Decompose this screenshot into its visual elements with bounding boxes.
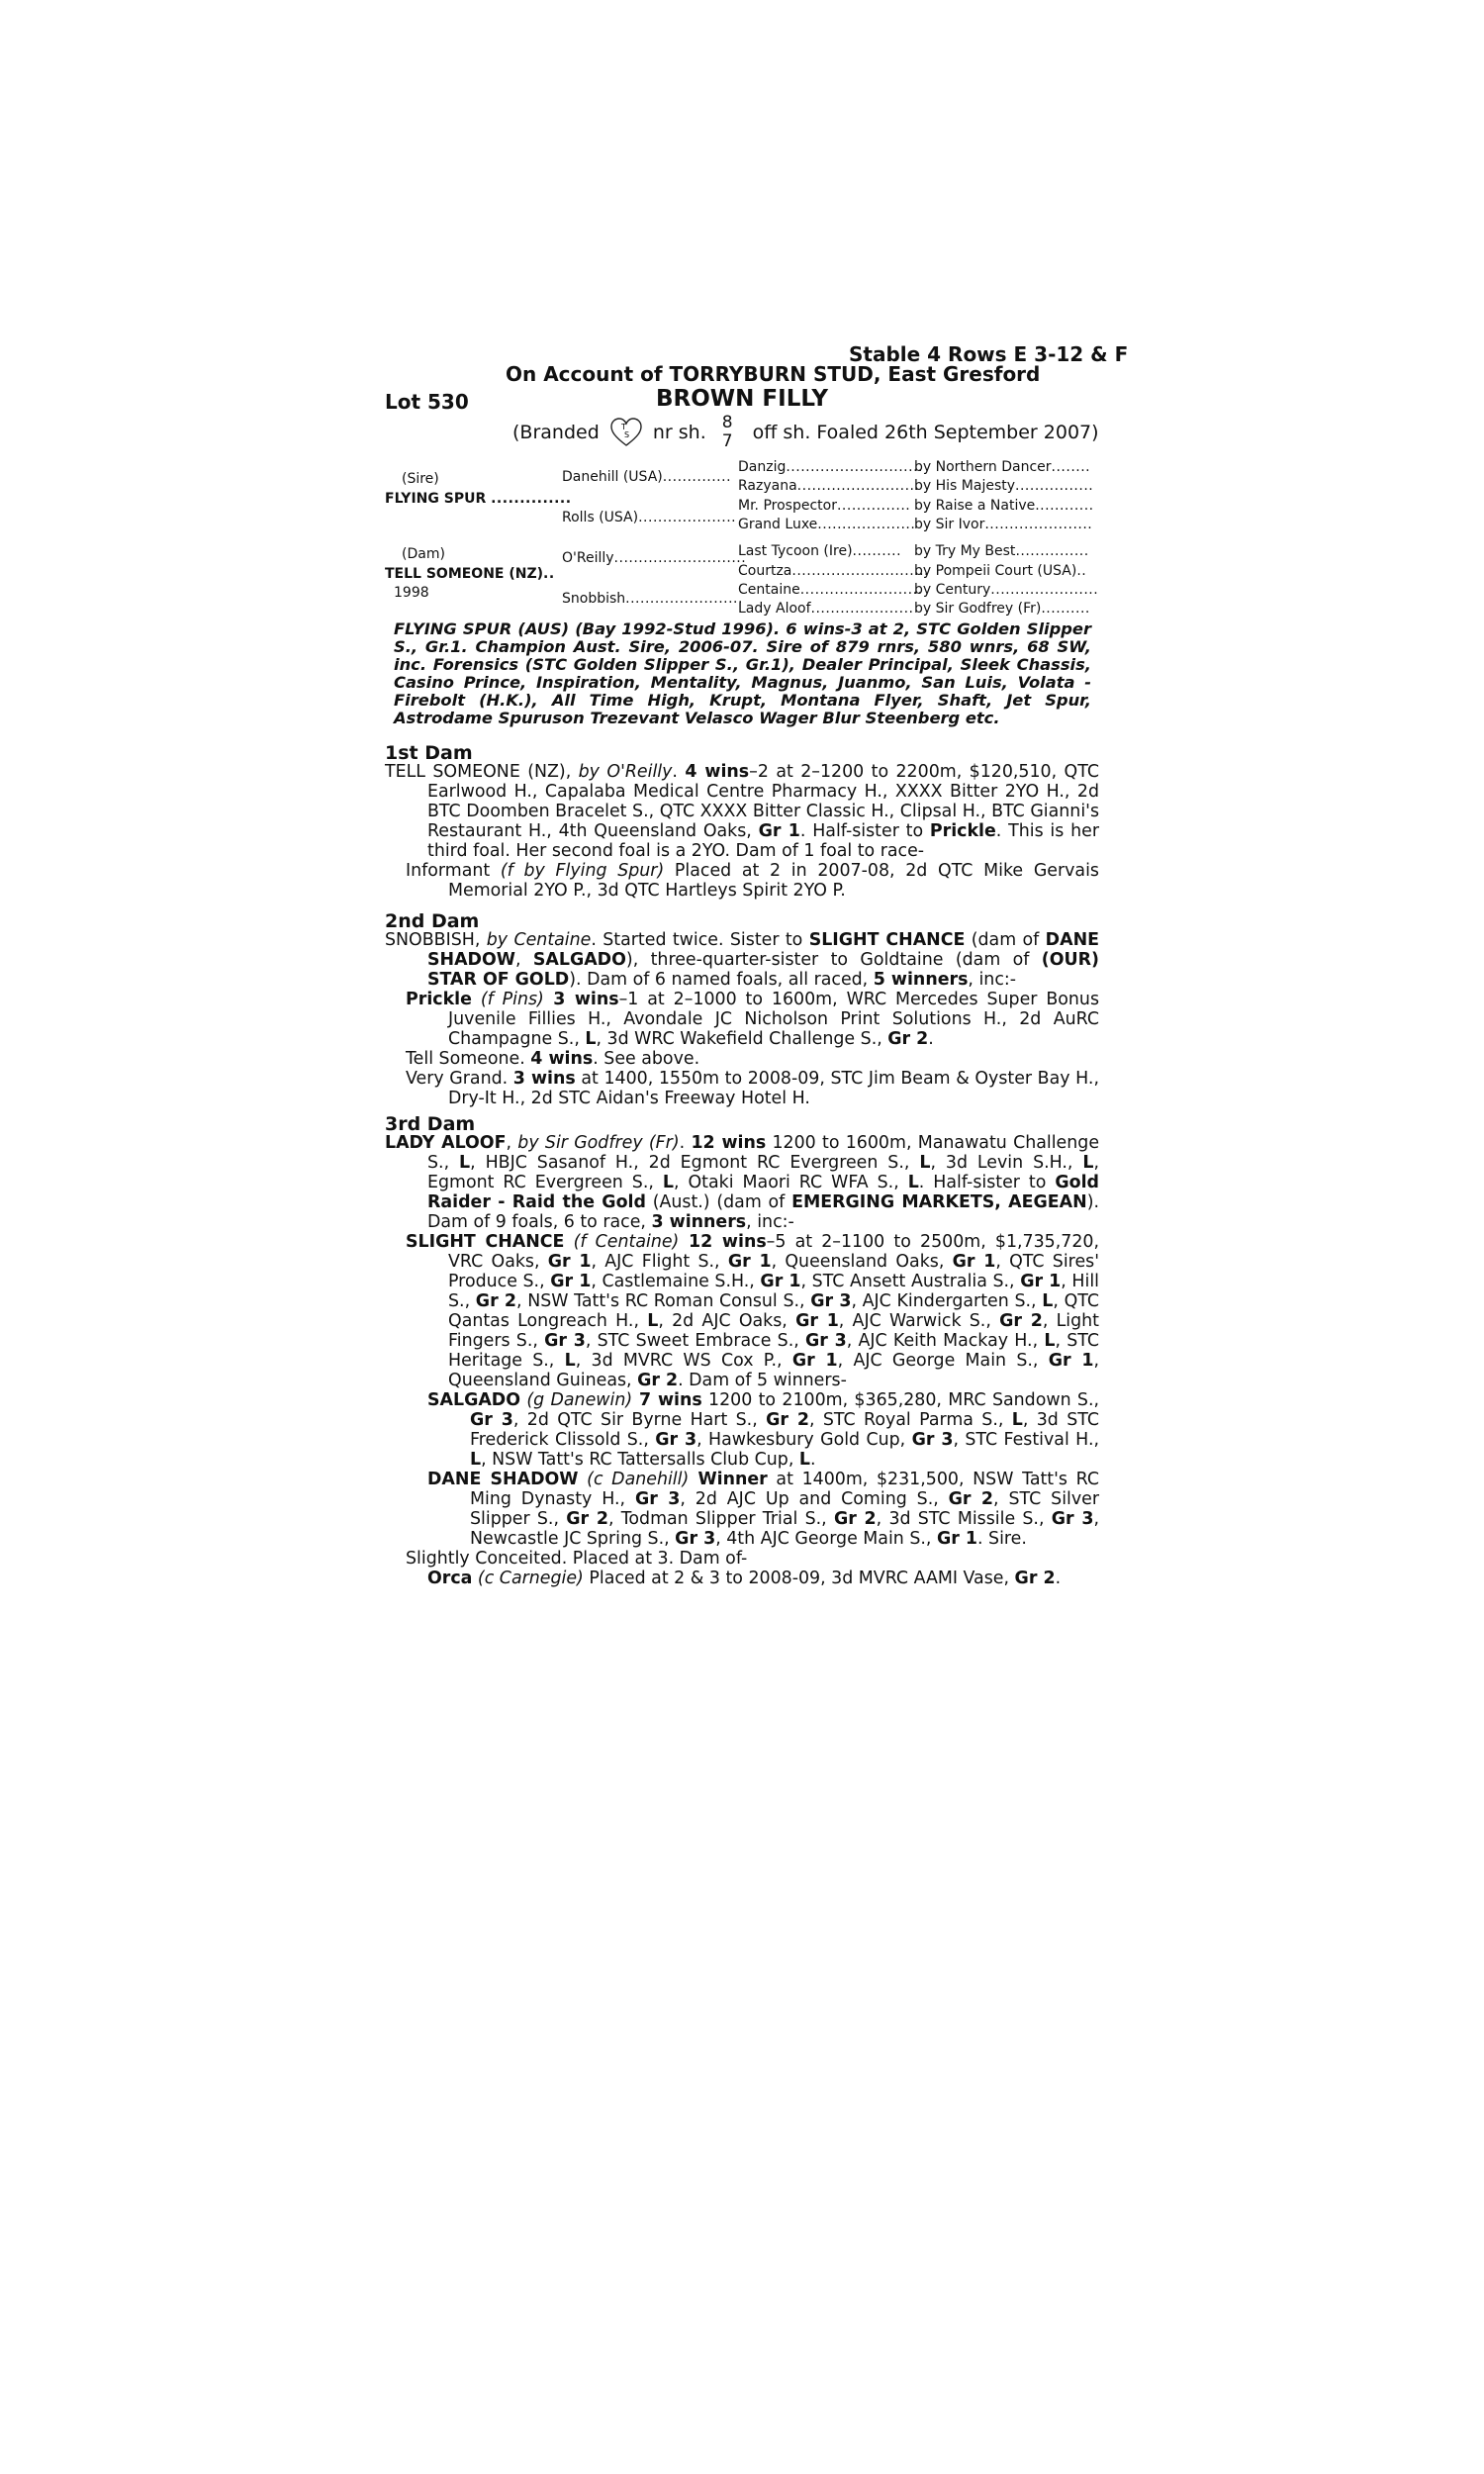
lot-number: Lot 530 bbox=[385, 390, 469, 414]
pedigree-gen2-item: Rolls (USA).................... bbox=[562, 510, 737, 525]
brand-number bbox=[722, 414, 733, 451]
fourth-gen-foal-orca: Orca (c Carnegie) Placed at 2 & 3 to 2008-09, 3d MVRC AAMI Vase, Gr 2. bbox=[427, 1569, 1062, 1588]
vendor-account: On Account of TORRYBURN STUD, East Gresford bbox=[506, 362, 1041, 386]
third-dam-foal-slight-chance: SLIGHT CHANCE (f Centaine) 12 wins–5 at 2–1100 to 2500m, $1,735,720, VRC Oaks, Gr 1, AJC Flight S., Gr 1, Queensland Oaks, Gr 1, QTC Sires' Produce S., Gr 1, Castlemaine S.H., Gr 1, STC Ansett Australia S., Gr 1, Hill S., Gr 2, NSW Tatt's RC Roman Consul S., Gr 3, AJC Kindergarten S., L, QTC Qantas Longreach H., L, 2d AJC Oaks, Gr 1, AJC Warwick S., Gr 2, Light Fingers S., Gr 3, STC Sweet Embrace S., Gr 3, AJC Keith Mackay H., L, STC Heritage S., L, 3d MVRC WS Cox P., Gr 1, AJC George Main S., Gr 1, Queensland Guineas, Gr 2. Dam of 5 winners- bbox=[406, 1232, 1100, 1390]
heart-brand-icon bbox=[609, 418, 643, 447]
pedigree-gen3-item: Lady Aloof..................... bbox=[738, 601, 914, 617]
pedigree-gen3-item: Centaine......................... bbox=[738, 582, 923, 598]
second-dam-heading: 2nd Dam bbox=[385, 910, 480, 932]
pedigree-gen4-item: by His Majesty................ bbox=[914, 478, 1094, 494]
second-dam-foal-tell-someone: Tell Someone. 4 wins. See above. bbox=[406, 1049, 700, 1069]
first-dam-foal: Informant (f by Flying Spur) Placed at 2 in 2007-08, 2d QTC Mike Gervais Memorial 2YO P., 3d QTC Hartleys Spirit 2YO P. bbox=[406, 861, 1099, 901]
pedigree-gen2-item: O'Reilly........................... bbox=[562, 550, 747, 566]
pedigree-gen2-item: Snobbish........................ bbox=[562, 591, 743, 607]
pedigree-gen4-item: by Raise a Native............ bbox=[914, 498, 1094, 514]
pedigree-gen4-item: by Northern Dancer........ bbox=[914, 459, 1091, 475]
pedigree-gen4-item: by Sir Ivor...................... bbox=[914, 517, 1093, 532]
dam-name: TELL SOMEONE (NZ).. bbox=[385, 566, 555, 582]
pedigree-gen3-item: Mr. Prospector............... bbox=[738, 498, 911, 514]
third-dam-heading: 3rd Dam bbox=[385, 1113, 476, 1135]
brand-number-bottom: 7 bbox=[721, 431, 733, 451]
first-dam-entry: TELL SOMEONE (NZ), by O'Reilly. 4 wins–2 at 2–1200 to 2200m, $120,510, QTC Earlwood H., Capalaba Medical Centre Pharmacy H., XXXX Bitter 2YO H., 2d BTC Doomben Bracelet S., QTC XXXX Bitter Classic H., Clipsal H., BTC Gianni's Restaurant H., 4th Queensland Oaks, Gr 1. Half-sister to Prickle. This is her third foal. Her second foal is a 2YO. Dam of 1 foal to race- Informant (f by Flying Spur) Placed at 2 in 2007-08, 2d QTC Mike Gervais Memorial 2YO P., 3d QTC Hartleys Spirit 2YO P. bbox=[385, 762, 1099, 901]
fourth-gen-foal-salgado: SALGADO (g Danewin) 7 wins 1200 to 2100m, $365,280, MRC Sandown S., Gr 3, 2d QTC Sir Byrne Hart S., Gr 2, STC Royal Parma S., L, 3d STC Frederick Clissold S., Gr 3, Hawkesbury Gold Cup, Gr 3, STC Festival H., L, NSW Tatt's RC Tattersalls Club Cup, L. bbox=[427, 1390, 1100, 1470]
pedigree-gen3-item: Danzig............................ bbox=[738, 459, 923, 475]
stable-location: Stable 4 Rows E 3-12 & F bbox=[849, 342, 1129, 366]
pedigree-gen3-item: Last Tycoon (Ire).......... bbox=[738, 543, 902, 559]
third-dam-entry: LADY ALOOF, by Sir Godfrey (Fr). 12 wins 1200 to 1600m, Manawatu Challenge S., L, HBJC Sasanof H., 2d Egmont RC Evergreen S., L, 3d Levin S.H., L, Egmont RC Evergreen S., L, Otaki Maori RC WFA S., L. Half-sister to Gold Raider - Raid the Gold (Aust.) (dam of EMERGING MARKETS, AEGEAN). Dam of 9 foals, 6 to race, 3 winners, inc:- SLIGHT CHANCE (f Centaine) 12 wins–5 at 2–1100 to 2500m, $1,735,720, VRC Oaks, Gr 1, AJC Flight S., Gr 1, Queensland Oaks, Gr 1, QTC Sires' Produce S., Gr 1, Castlemaine S.H., Gr 1, STC Ansett Australia S., Gr 1, Hill S., Gr 2, NSW Tatt's RC Roman Consul S., Gr 3, AJC Kindergarten S., L, QTC Qantas Longreach H., L, 2d AJC Oaks, Gr 1, AJC Warwick S., Gr 2, Light Fingers S., Gr 3, STC Sweet Embrace S., Gr 3, AJC Keith Mackay H., L, STC Heritage S., L, 3d MVRC WS Cox P., Gr 1, AJC George Main S., Gr 1, Queensland Guineas, Gr 2. Dam of 5 winners- SALGADO (g Danewin) 7 wins 1200 to 2100m, $365,280, MRC Sandown S., Gr 3, 2d QTC Sir Byrne Hart S., Gr 2, STC Royal Parma S., L, 3d STC Frederick Clissold S., Gr 3, Hawkesbury Gold Cup, Gr 3, STC Festival H., L, NSW Tatt's RC Tattersalls Club Cup, L. DANE SHADOW (c Danehill) Winner at 1400m, $231,500, NSW Tatt's RC Ming Dynasty H., Gr 3, 2d AJC Up and Coming S., Gr 2, STC Silver Slipper S., Gr 2, Todman Slipper Trial S., Gr 2, 3d STC Missile S., Gr 3, Newcastle JC Spring S., Gr 3, 4th AJC George Main S., Gr 1. Sire. Slightly Conceited. Placed at 3. Dam of- Orca (c Carnegie) Placed at 2 & 3 to 2008-09, 3d MVRC AAMI Vase, Gr 2. bbox=[385, 1133, 1100, 1588]
second-dam-foal-very-grand: Very Grand. 3 wins at 1400, 1550m to 2008-09, STC Jim Beam & Oyster Bay H., Dry-It H., 2d STC Aidan's Freeway Hotel H. bbox=[406, 1069, 1099, 1108]
third-dam-foal-slightly-conceited: Slightly Conceited. Placed at 3. Dam of- bbox=[406, 1549, 748, 1569]
pedigree-gen4-item: by Sir Godfrey (Fr).......... bbox=[914, 601, 1090, 617]
pedigree-gen3-item: Razyana......................... bbox=[738, 478, 920, 494]
sire-label: (Sire) bbox=[402, 471, 439, 487]
foaling-info: off sh. Foaled 26th September 2007) bbox=[752, 422, 1099, 443]
dam-label: (Dam) bbox=[402, 546, 445, 562]
brand-line bbox=[512, 414, 1099, 451]
fourth-gen-foal-dane-shadow: DANE SHADOW (c Danehill) Winner at 1400m, $231,500, NSW Tatt's RC Ming Dynasty H., Gr 3, 2d AJC Up and Coming S., Gr 2, STC Silver Slipper S., Gr 2, Todman Slipper Trial S., Gr 2, 3d STC Missile S., Gr 3, Newcastle JC Spring S., Gr 3, 4th AJC George Main S., Gr 1. Sire. bbox=[427, 1470, 1100, 1549]
lot-title: BROWN FILLY bbox=[656, 386, 829, 412]
sire-summary: FLYING SPUR (AUS) (Bay 1992-Stud 1996). 6 wins-3 at 2, STC Golden Slipper S., Gr.1. Champion Aust. Sire, 2006-07. Sire of 879 rnrs, 580 wnrs, 68 SW, inc. Forensics (STC Golden Slipper S., Gr.1), Dealer Principal, Sleek Chassis, Casino Prince, Inspiration, Mentality, Magnus, Juanmo, San Luis, Volata - Firebolt (H.K.), All Time High, Krupt, Montana Flyer, Shaft, Jet Spur, Astrodame Spuruson Trezevant Velasco Wager Blur Steenberg etc. bbox=[394, 619, 1091, 727]
pedigree-gen4-item: by Pompeii Court (USA).. bbox=[914, 563, 1087, 579]
brand-mark-bottom: S bbox=[623, 430, 629, 439]
brand-number-top: 8 bbox=[721, 413, 733, 432]
sire-name: FLYING SPUR .............. bbox=[385, 491, 572, 507]
first-dam-heading: 1st Dam bbox=[385, 742, 473, 764]
second-dam-foal-prickle: Prickle (f Pins) 3 wins–1 at 2–1000 to 1600m, WRC Mercedes Super Bonus Juvenile Fillies H., Avondale JC Nicholson Print Solutions H., 2d AuRC Champagne S., L, 3d WRC Wakefield Challenge S., Gr 2. bbox=[406, 990, 1100, 1049]
pedigree-gen3-item: Grand Luxe.................... bbox=[738, 517, 916, 532]
pedigree-gen4-item: by Century...................... bbox=[914, 582, 1099, 598]
pedigree-gen4-item: by Try My Best............... bbox=[914, 543, 1089, 559]
second-dam-entry: SNOBBISH, by Centaine. Started twice. Sister to SLIGHT CHANCE (dam of DANE SHADOW, SALGADO), three-quarter-sister to Goldtaine (dam of (OUR) STAR OF GOLD). Dam of 6 named foals, all raced, 5 winners, inc:- Prickle (f Pins) 3 wins–1 at 2–1000 to 1600m, WRC Mercedes Super Bonus Juvenile Fillies H., Avondale JC Nicholson Print Solutions H., 2d AuRC Champagne S., L, 3d WRC Wakefield Challenge S., Gr 2. Tell Someone. 4 wins. See above. Very Grand. 3 wins at 1400, 1550m to 2008-09, STC Jim Beam & Oyster Bay H., Dry-It H., 2d STC Aidan's Freeway Hotel H. bbox=[385, 930, 1100, 1108]
pedigree-gen2-item: Danehill (USA).............. bbox=[562, 469, 732, 485]
brand-prefix: (Branded bbox=[512, 422, 600, 443]
pedigree-gen3-item: Courtza............................ bbox=[738, 563, 929, 579]
dam-foaled-year: 1998 bbox=[394, 585, 429, 601]
brand-nr: nr sh. bbox=[652, 422, 706, 443]
brand-mark-top: T bbox=[620, 423, 626, 431]
